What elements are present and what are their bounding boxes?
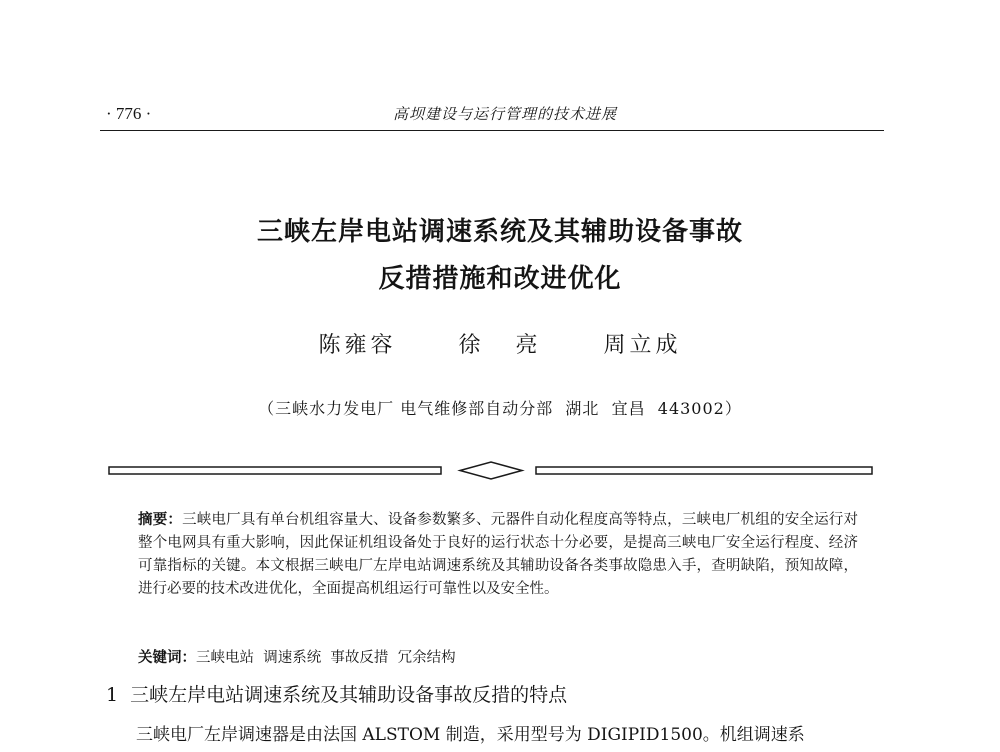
author-list: 陈雍容 徐 亮 周立成 bbox=[318, 333, 682, 358]
article-title-line-2: 反措措施和改进优化 bbox=[378, 264, 622, 294]
divider-diamond bbox=[460, 462, 522, 479]
keywords-label: 关键词： bbox=[138, 650, 196, 666]
abstract bbox=[138, 509, 858, 601]
page-number: · 776 · bbox=[106, 104, 152, 123]
keywords bbox=[138, 648, 858, 668]
divider-right-bar bbox=[536, 467, 872, 474]
body-paragraph: 三峡电厂左岸调速器是由法国 ALSTOM 制造，采用型号为 DIGIPID1500。机组调速系 bbox=[136, 725, 805, 745]
diamond-divider bbox=[108, 458, 874, 484]
running-header: 高坝建设与运行管理的技术进展 bbox=[392, 105, 617, 123]
keywords-text: 三峡电站 调速系统 事故反措 冗余结构 bbox=[196, 650, 456, 666]
abstract-text: 三峡电厂具有单台机组容量大、设备参数繁多、元器件自动化程度高等特点，三峡电厂机组的安全运行对整个电网具有重大影响，因此保证机组设备处于良好的运行状态十分必要，是提高三峡电厂安全运行程度、经济可靠指标的关键。本文根据三峡电厂左岸电站调速系统及其辅助设备各类事故隐患入手，查明缺陷，预知故障，进行必要的技术改进优化，全面提高机组运行可靠性以及安全性。 bbox=[138, 512, 858, 597]
header-rule bbox=[100, 130, 884, 131]
divider-left-bar bbox=[109, 467, 441, 474]
article-title-line-1: 三峡左岸电站调速系统及其辅助设备事故 bbox=[256, 217, 743, 247]
section-heading: 1 三峡左岸电站调速系统及其辅助设备事故反措的特点 bbox=[106, 684, 568, 706]
affiliation: （三峡水力发电厂 电气维修部自动分部 湖北 宜昌 443002） bbox=[258, 399, 742, 418]
abstract-label: 摘要： bbox=[138, 512, 183, 528]
